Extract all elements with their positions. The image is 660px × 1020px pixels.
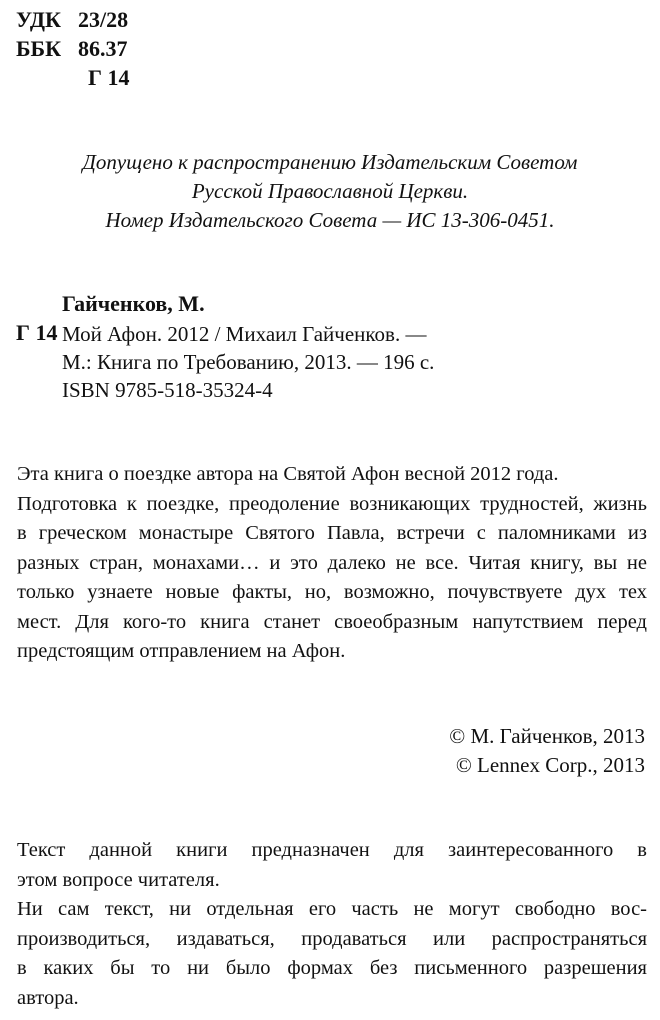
annotation-line: Подготовка к поездке, преодоление возникающих трудностей, жизнь bbox=[17, 492, 647, 515]
annotation-line: только узнаете новые факты, но, возможно, почувствуете дух тех bbox=[17, 581, 647, 603]
annotation-line: предстоящим отправлением на Афон. bbox=[17, 640, 346, 662]
notice-line: автора. bbox=[17, 986, 79, 1009]
approval-line: Допущено к распространению Издательским Советом bbox=[82, 150, 578, 174]
bbk-value: 86.37 bbox=[78, 36, 128, 61]
annotation-line: Эта книга о поездке автора на Святой Афон весной 2012 года. bbox=[17, 463, 559, 485]
notice-line: Ни сам текст, ни отдельная его часть не могут свободно вос- bbox=[17, 898, 647, 920]
approval-line: Русской Православной Церкви. bbox=[191, 179, 469, 203]
udk-value: 23/28 bbox=[78, 7, 129, 32]
udk-label: УДК bbox=[16, 7, 62, 32]
notice-line: Текст данной книги предназначен для заинтересованного в bbox=[17, 839, 647, 861]
annotation-line: в греческом монастыре Святого Павла, встречи с паломниками из bbox=[17, 522, 647, 544]
author-mark: Г 14 bbox=[88, 65, 130, 90]
bbk-label: ББК bbox=[16, 36, 62, 61]
approval-line: Номер Издательского Совета — ИС 13-306-0451. bbox=[105, 208, 555, 232]
rights-notice bbox=[17, 836, 647, 1013]
catalog-mark: Г 14 bbox=[16, 320, 58, 345]
annotation-line: мест. Для кого-то книга станет своеобразным напутствием перед bbox=[17, 610, 647, 633]
approval-notice bbox=[40, 148, 620, 235]
annotation-line: разных стран, монахами… и это далеко не все. Читая книгу, вы не bbox=[17, 551, 647, 574]
copyright-line: © Lennex Corp., 2013 bbox=[455, 753, 645, 777]
notice-line: в каких бы то ни было формах без письменного разрешения bbox=[17, 957, 647, 979]
notice-line: этом вопросе читателя. bbox=[17, 868, 220, 891]
catalog-lines bbox=[62, 320, 434, 404]
catalog-line: М.: Книга по Требованию, 2013. — 196 с. bbox=[62, 350, 435, 374]
catalog-line: ISBN 9785-518-35324-4 bbox=[62, 378, 273, 402]
copyright-block bbox=[449, 722, 645, 780]
copyright-line: © М. Гайченков, 2013 bbox=[449, 724, 645, 748]
catalog-author: Гайченков, М. bbox=[62, 291, 205, 316]
catalog-line: Мой Афон. 2012 / Михаил Гайченков. — bbox=[62, 322, 427, 346]
notice-line: производиться, издаваться, продаваться или распространяться bbox=[17, 927, 647, 950]
annotation-paragraph bbox=[17, 460, 647, 667]
